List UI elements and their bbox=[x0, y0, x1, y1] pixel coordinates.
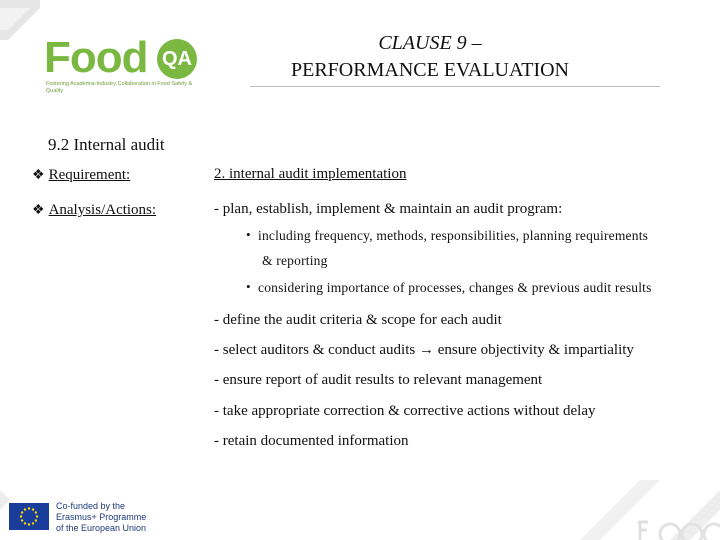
corner-decoration-bottom-right bbox=[520, 460, 720, 540]
funding-line-3: of the European Union bbox=[56, 523, 147, 533]
analysis-label: Analysis/Actions: bbox=[48, 202, 157, 218]
eu-flag-icon bbox=[9, 503, 49, 530]
sub-item: considering importance of processes, changes & previous audit results bbox=[258, 280, 652, 295]
requirement-value: 2. internal audit implementation bbox=[214, 166, 407, 182]
funding-line-1: Co-funded by the bbox=[56, 501, 126, 511]
action-item: - ensure report of audit results to relevant management bbox=[214, 372, 543, 388]
requirement-row bbox=[32, 166, 130, 184]
title-line-2: PERFORMANCE EVALUATION bbox=[291, 59, 569, 81]
action-item: - take appropriate correction & corrective actions without delay bbox=[214, 403, 596, 419]
analysis-value: - plan, establish, implement & maintain an audit program: bbox=[214, 201, 563, 217]
diamond-bullet-icon: ❖ bbox=[32, 168, 45, 183]
funding-line-2: Erasmus+ Programme bbox=[56, 512, 147, 522]
analysis-row bbox=[32, 201, 156, 219]
logo-tagline: Fostering Academia-Industry Collaboration in Food Safety & Quality bbox=[46, 81, 193, 94]
section-heading: 9.2 Internal audit bbox=[48, 135, 165, 154]
bullet-dot-icon: • bbox=[246, 227, 251, 242]
logo-wordmark: Food bbox=[44, 33, 148, 82]
title-divider bbox=[250, 86, 660, 87]
bullet-dot-icon: • bbox=[246, 279, 251, 294]
requirement-label: Requirement: bbox=[48, 167, 131, 183]
sub-item: including frequency, methods, responsibilities, planning requirements bbox=[258, 228, 649, 243]
sub-item-continuation: & reporting bbox=[262, 253, 328, 268]
action-item: - select auditors & conduct audits → ensure objectivity & impartiality bbox=[214, 342, 634, 358]
foodqa-logo bbox=[44, 33, 214, 96]
eu-funding-text bbox=[56, 501, 146, 534]
action-item: - define the audit criteria & scope for each audit bbox=[214, 312, 502, 328]
action-item: - retain documented information bbox=[214, 433, 409, 449]
slide-title bbox=[230, 30, 630, 84]
title-line-1: CLAUSE 9 – bbox=[378, 32, 482, 54]
diamond-bullet-icon: ❖ bbox=[32, 203, 45, 218]
logo-badge: QA bbox=[157, 39, 197, 79]
